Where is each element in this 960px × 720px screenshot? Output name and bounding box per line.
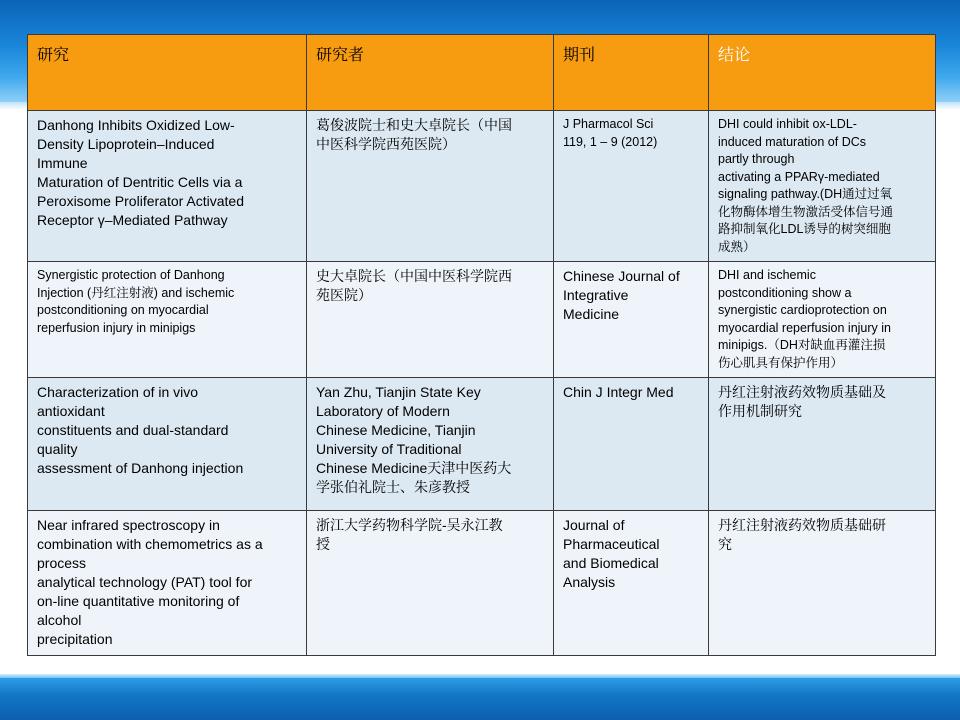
cell-line: postconditioning show a — [718, 285, 852, 300]
cell-study — [28, 378, 307, 511]
cell-line: Maturation of Dentritic Cells via a — [37, 174, 243, 190]
cell-line: Characterization of in vivo — [37, 384, 199, 400]
cell-conclusion — [709, 378, 936, 511]
header-conclusion: 结论 — [709, 35, 936, 111]
cell-line: 苑医院） — [316, 287, 372, 303]
table-row — [28, 111, 936, 262]
cell-line: Danhong Inhibits Oxidized Low- — [37, 117, 235, 133]
cell-line: Peroxisome Proliferator Activated — [37, 193, 244, 209]
cell-line: Pharmaceutical — [563, 536, 660, 552]
cell-line: Near infrared spectroscopy in — [37, 517, 220, 533]
cell-line: Injection (丹红注射液) and ischemic — [37, 285, 235, 300]
cell-researcher — [307, 262, 554, 378]
cell-line: process — [37, 555, 87, 571]
cell-line: reperfusion injury in minipigs — [37, 320, 196, 335]
cell-line: Density Lipoprotein–Induced — [37, 136, 215, 152]
cell-line: postconditioning on myocardial — [37, 303, 209, 317]
cell-conclusion — [709, 511, 936, 656]
cell-line: 史大卓院长（中国中医科学院西 — [316, 268, 512, 284]
cell-line: activating a PPARγ-mediated — [718, 169, 880, 184]
cell-line: minipigs.（DH对缺血再灌注损 — [718, 338, 886, 352]
cell-researcher — [307, 111, 554, 262]
cell-conclusion — [709, 111, 936, 262]
cell-line: Immune — [37, 155, 88, 171]
cell-line: Yan Zhu, Tianjin State Key — [316, 384, 481, 400]
cell-line: Receptor γ–Mediated Pathway — [37, 212, 228, 228]
cell-line: 伤心肌具有保护作用） — [718, 355, 844, 370]
cell-line: University of Traditional — [316, 441, 462, 457]
cell-line: 丹红注射液药效物质基础及 — [718, 384, 886, 400]
cell-line: and Biomedical — [563, 555, 659, 571]
cell-line: 路抑制氧化LDL诱导的树突细胞 — [718, 222, 891, 236]
cell-line: alcohol — [37, 612, 82, 628]
cell-line: Laboratory of Modern — [316, 403, 450, 419]
cell-line: Chinese Medicine天津中医药大 — [316, 460, 512, 476]
cell-line: quality — [37, 441, 78, 457]
cell-line: signaling pathway.(DH通过过氧 — [718, 187, 893, 201]
cell-line: myocardial reperfusion injury in — [718, 320, 891, 335]
cell-line: 丹红注射液药效物质基础研 — [718, 517, 886, 533]
header-study: 研究 — [28, 35, 307, 111]
cell-line: DHI could inhibit ox-LDL- — [718, 117, 857, 131]
cell-line: Chinese Journal of — [563, 268, 680, 284]
cell-journal — [554, 511, 709, 656]
cell-line: 成熟） — [718, 239, 756, 254]
cell-line: Synergistic protection of Danhong — [37, 268, 225, 282]
cell-line: 葛俊波院士和史大卓院长（中国 — [316, 117, 512, 133]
cell-study — [28, 111, 307, 262]
cell-line: 究 — [718, 536, 732, 552]
table-row — [28, 511, 936, 656]
cell-researcher — [307, 378, 554, 511]
cell-line: synergistic cardioprotection on — [718, 303, 887, 317]
cell-line: J Pharmacol Sci — [563, 117, 654, 131]
cell-line: 作用机制研究 — [718, 403, 802, 419]
cell-line: Journal of — [563, 517, 625, 533]
cell-line: 浙江大学药物科学院-吴永江教 — [316, 517, 503, 533]
table-header-row — [28, 35, 936, 111]
cell-line: Chinese Medicine, Tianjin — [316, 422, 476, 438]
cell-line: 119, 1 – 9 (2012) — [563, 134, 658, 149]
cell-researcher — [307, 511, 554, 656]
slide-footer-band — [0, 678, 960, 720]
cell-line: on-line quantitative monitoring of — [37, 593, 240, 609]
cell-journal — [554, 111, 709, 262]
cell-line: 中医科学院西苑医院） — [316, 136, 456, 152]
cell-line: DHI and ischemic — [718, 268, 816, 282]
cell-line: Integrative — [563, 287, 629, 303]
cell-line: Medicine — [563, 306, 620, 322]
cell-line: Chin J Integr Med — [563, 384, 674, 400]
cell-study — [28, 262, 307, 378]
cell-line: 学张伯礼院士、朱彦教授 — [316, 479, 470, 495]
cell-line: Analysis — [563, 574, 616, 590]
cell-line: 化物酶体增生物激活受体信号通 — [718, 204, 894, 219]
cell-line: analytical technology (PAT) tool for — [37, 574, 253, 590]
header-researcher: 研究者 — [307, 35, 554, 111]
cell-line: precipitation — [37, 631, 113, 647]
cell-line: antioxidant — [37, 403, 105, 419]
cell-line: partly through — [718, 152, 795, 166]
research-table — [27, 34, 936, 656]
table-row — [28, 262, 936, 378]
cell-journal — [554, 262, 709, 378]
cell-line: assessment of Danhong injection — [37, 460, 244, 476]
cell-journal — [554, 378, 709, 511]
cell-study — [28, 511, 307, 656]
cell-line: constituents and dual-standard — [37, 422, 229, 438]
cell-line: induced maturation of DCs — [718, 134, 866, 149]
cell-conclusion — [709, 262, 936, 378]
cell-line: combination with chemometrics as a — [37, 536, 263, 552]
table-row — [28, 378, 936, 511]
cell-line: 授 — [316, 536, 330, 552]
header-journal: 期刊 — [554, 35, 709, 111]
